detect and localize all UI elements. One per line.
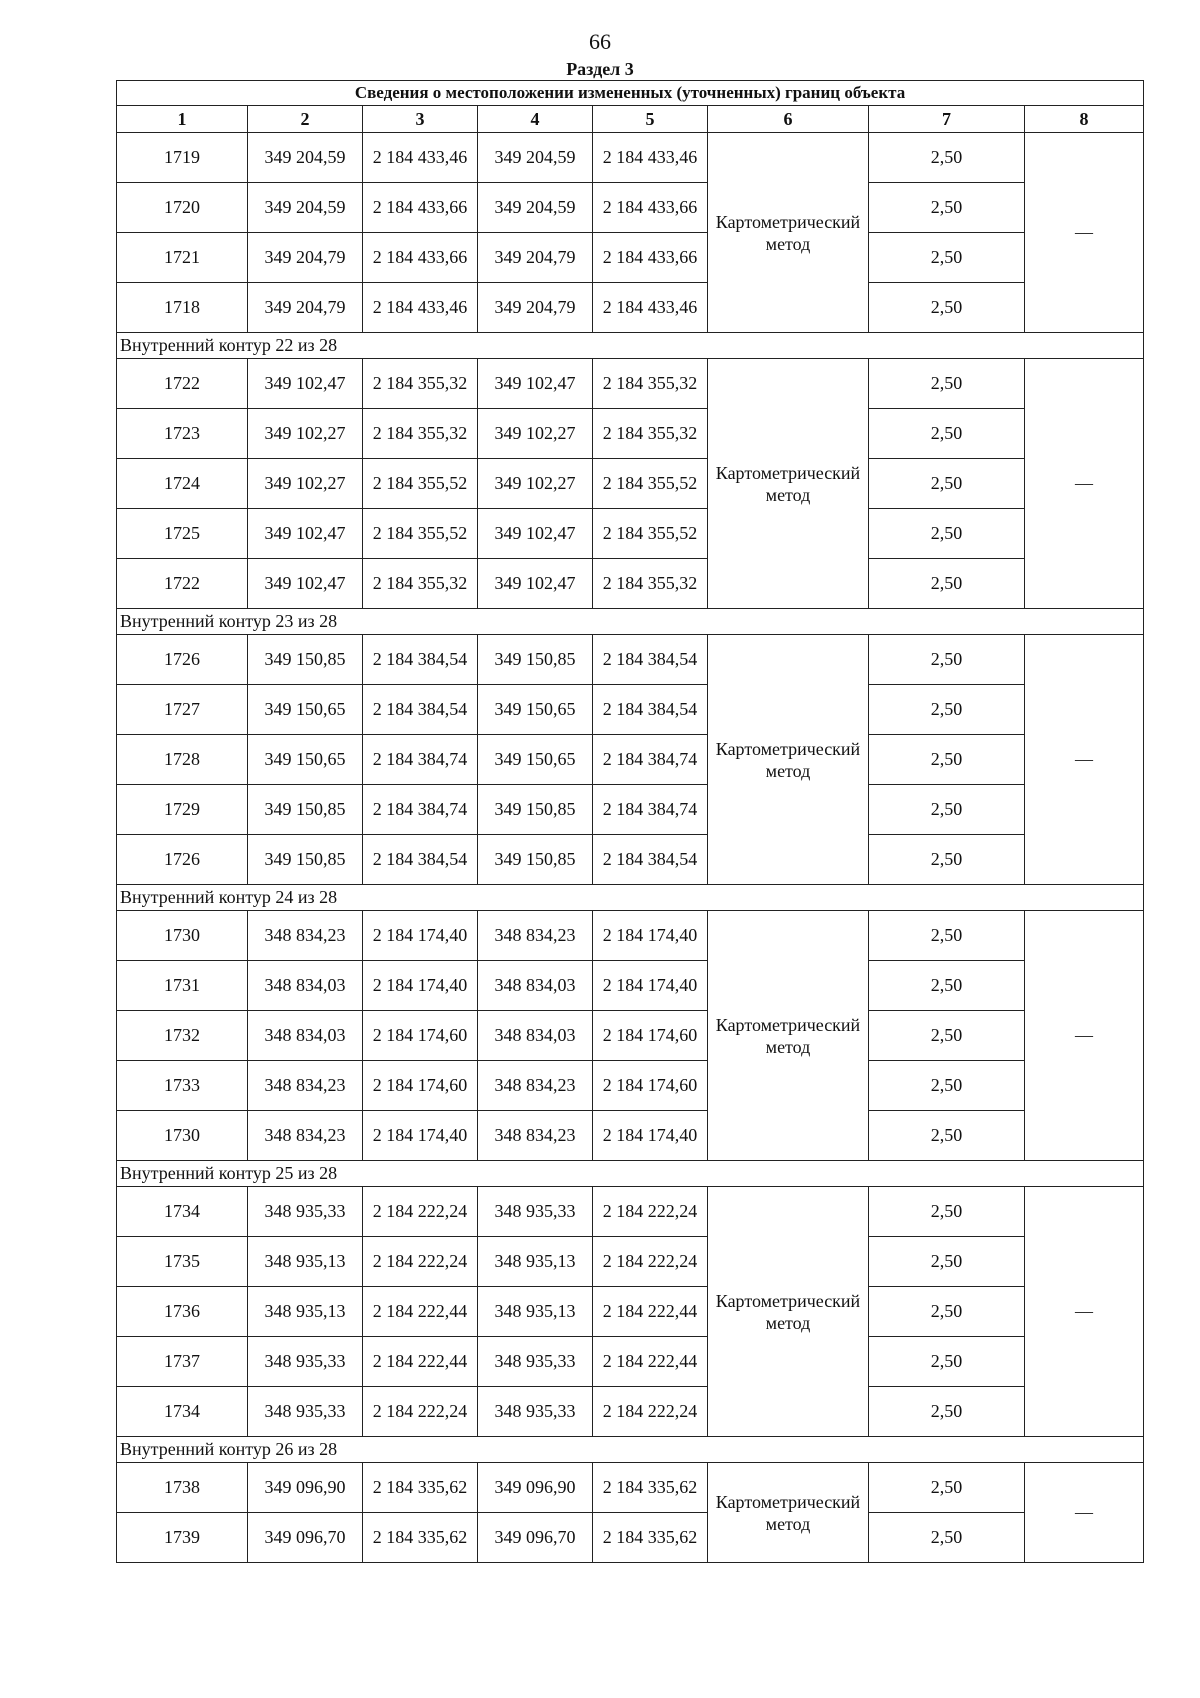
point-number-cell: 1720 (117, 183, 248, 233)
method-cell: Картометрический метод (708, 1187, 869, 1437)
point-number-cell: 1734 (117, 1187, 248, 1237)
x-new-cell: 349 102,47 (478, 509, 593, 559)
x-new-cell: 348 935,33 (478, 1187, 593, 1237)
accuracy-cell: 2,50 (869, 1061, 1025, 1111)
x-new-cell: 349 096,70 (478, 1513, 593, 1563)
table-row (117, 359, 1144, 409)
point-number-cell: 1721 (117, 233, 248, 283)
y-old-cell: 2 184 355,32 (363, 559, 478, 609)
y-old-cell: 2 184 355,52 (363, 509, 478, 559)
point-number-cell: 1722 (117, 359, 248, 409)
accuracy-cell: 2,50 (869, 183, 1025, 233)
accuracy-cell: 2,50 (869, 283, 1025, 333)
x-new-cell: 349 204,79 (478, 283, 593, 333)
point-number-cell: 1737 (117, 1337, 248, 1387)
contour-label: Внутренний контур 22 из 28 (117, 333, 1144, 359)
table-row (117, 1463, 1144, 1513)
point-number-cell: 1726 (117, 635, 248, 685)
x-new-cell: 349 150,65 (478, 735, 593, 785)
x-old-cell: 349 150,85 (248, 785, 363, 835)
table-row (117, 1187, 1144, 1237)
y-old-cell: 2 184 174,40 (363, 1111, 478, 1161)
table-row (117, 1337, 1144, 1387)
note-cell: — (1025, 1463, 1144, 1563)
y-old-cell: 2 184 222,44 (363, 1337, 478, 1387)
y-new-cell: 2 184 335,62 (593, 1513, 708, 1563)
point-number-cell: 1732 (117, 1011, 248, 1061)
page-number: 66 (589, 29, 611, 54)
y-old-cell: 2 184 222,44 (363, 1287, 478, 1337)
y-old-cell: 2 184 174,40 (363, 911, 478, 961)
x-old-cell: 348 834,03 (248, 1011, 363, 1061)
x-new-cell: 349 204,79 (478, 233, 593, 283)
point-number-cell: 1727 (117, 685, 248, 735)
x-old-cell: 349 204,79 (248, 233, 363, 283)
accuracy-cell: 2,50 (869, 735, 1025, 785)
table-row (117, 1011, 1144, 1061)
contour-label: Внутренний контур 26 из 28 (117, 1437, 1144, 1463)
y-new-cell: 2 184 384,54 (593, 835, 708, 885)
method-cell: Картометрический метод (708, 359, 869, 609)
x-new-cell: 348 834,23 (478, 911, 593, 961)
accuracy-cell: 2,50 (869, 1287, 1025, 1337)
y-old-cell: 2 184 384,54 (363, 685, 478, 735)
x-old-cell: 349 204,59 (248, 183, 363, 233)
note-cell: — (1025, 359, 1144, 609)
table-row (117, 911, 1144, 961)
x-old-cell: 348 935,33 (248, 1337, 363, 1387)
point-number-cell: 1729 (117, 785, 248, 835)
y-old-cell: 2 184 355,32 (363, 409, 478, 459)
y-new-cell: 2 184 355,32 (593, 359, 708, 409)
method-cell: Картометрический метод (708, 635, 869, 885)
note-cell: — (1025, 911, 1144, 1161)
table-row (117, 559, 1144, 609)
x-new-cell: 349 102,27 (478, 409, 593, 459)
table-row (117, 233, 1144, 283)
y-new-cell: 2 184 222,44 (593, 1287, 708, 1337)
y-old-cell: 2 184 384,54 (363, 835, 478, 885)
y-old-cell: 2 184 433,66 (363, 183, 478, 233)
note-cell: — (1025, 133, 1144, 333)
y-old-cell: 2 184 222,24 (363, 1387, 478, 1437)
x-new-cell: 349 150,85 (478, 785, 593, 835)
point-number-cell: 1735 (117, 1237, 248, 1287)
table-body (117, 81, 1144, 1563)
accuracy-cell: 2,50 (869, 233, 1025, 283)
column-number: 5 (593, 106, 708, 133)
x-new-cell: 349 102,27 (478, 459, 593, 509)
x-new-cell: 348 935,13 (478, 1287, 593, 1337)
x-old-cell: 349 102,27 (248, 459, 363, 509)
x-old-cell: 348 834,23 (248, 1111, 363, 1161)
y-new-cell: 2 184 355,52 (593, 459, 708, 509)
x-new-cell: 349 204,59 (478, 183, 593, 233)
accuracy-cell: 2,50 (869, 559, 1025, 609)
column-number: 1 (117, 106, 248, 133)
y-old-cell: 2 184 222,24 (363, 1187, 478, 1237)
table-row (117, 409, 1144, 459)
x-old-cell: 349 150,65 (248, 685, 363, 735)
x-new-cell: 348 834,23 (478, 1061, 593, 1111)
table-row (117, 1111, 1144, 1161)
method-cell: Картометрический метод (708, 133, 869, 333)
x-old-cell: 349 096,90 (248, 1463, 363, 1513)
table-row (117, 635, 1144, 685)
point-number-cell: 1738 (117, 1463, 248, 1513)
x-old-cell: 349 096,70 (248, 1513, 363, 1563)
x-new-cell: 349 150,85 (478, 835, 593, 885)
table-row (117, 835, 1144, 885)
contour-row (117, 885, 1144, 911)
y-new-cell: 2 184 384,54 (593, 685, 708, 735)
table-row (117, 1387, 1144, 1437)
table-row (117, 685, 1144, 735)
y-new-cell: 2 184 384,74 (593, 785, 708, 835)
x-old-cell: 348 834,23 (248, 1061, 363, 1111)
y-new-cell: 2 184 355,52 (593, 509, 708, 559)
y-old-cell: 2 184 335,62 (363, 1513, 478, 1563)
point-number-cell: 1718 (117, 283, 248, 333)
accuracy-cell: 2,50 (869, 1513, 1025, 1563)
accuracy-cell: 2,50 (869, 1011, 1025, 1061)
point-number-cell: 1739 (117, 1513, 248, 1563)
column-number-row (117, 106, 1144, 133)
accuracy-cell: 2,50 (869, 459, 1025, 509)
point-number-cell: 1734 (117, 1387, 248, 1437)
y-new-cell: 2 184 174,60 (593, 1061, 708, 1111)
y-new-cell: 2 184 174,40 (593, 911, 708, 961)
point-number-cell: 1730 (117, 1111, 248, 1161)
accuracy-cell: 2,50 (869, 1387, 1025, 1437)
point-number-cell: 1726 (117, 835, 248, 885)
x-old-cell: 349 102,47 (248, 559, 363, 609)
accuracy-cell: 2,50 (869, 1187, 1025, 1237)
y-new-cell: 2 184 355,32 (593, 559, 708, 609)
x-new-cell: 349 102,47 (478, 559, 593, 609)
table-row (117, 1237, 1144, 1287)
y-old-cell: 2 184 335,62 (363, 1463, 478, 1513)
y-old-cell: 2 184 222,24 (363, 1237, 478, 1287)
x-new-cell: 349 204,59 (478, 133, 593, 183)
y-old-cell: 2 184 384,74 (363, 735, 478, 785)
point-number-cell: 1724 (117, 459, 248, 509)
x-old-cell: 348 834,03 (248, 961, 363, 1011)
y-new-cell: 2 184 222,24 (593, 1387, 708, 1437)
table-row (117, 1287, 1144, 1337)
coordinates-table (116, 80, 1144, 1563)
accuracy-cell: 2,50 (869, 359, 1025, 409)
x-new-cell: 349 150,65 (478, 685, 593, 735)
x-new-cell: 348 935,13 (478, 1237, 593, 1287)
contour-row (117, 333, 1144, 359)
accuracy-cell: 2,50 (869, 785, 1025, 835)
x-old-cell: 348 935,13 (248, 1237, 363, 1287)
contour-label: Внутренний контур 23 из 28 (117, 609, 1144, 635)
x-new-cell: 348 834,23 (478, 1111, 593, 1161)
note-cell: — (1025, 635, 1144, 885)
y-old-cell: 2 184 174,60 (363, 1011, 478, 1061)
column-number: 2 (248, 106, 363, 133)
accuracy-cell: 2,50 (869, 133, 1025, 183)
accuracy-cell: 2,50 (869, 409, 1025, 459)
table-row (117, 785, 1144, 835)
accuracy-cell: 2,50 (869, 635, 1025, 685)
x-old-cell: 348 935,33 (248, 1387, 363, 1437)
y-new-cell: 2 184 335,62 (593, 1463, 708, 1513)
method-cell: Картометрический метод (708, 1463, 869, 1563)
y-new-cell: 2 184 433,46 (593, 133, 708, 183)
contour-row (117, 1161, 1144, 1187)
accuracy-cell: 2,50 (869, 911, 1025, 961)
x-old-cell: 348 834,23 (248, 911, 363, 961)
y-new-cell: 2 184 222,24 (593, 1187, 708, 1237)
accuracy-cell: 2,50 (869, 509, 1025, 559)
y-old-cell: 2 184 174,60 (363, 1061, 478, 1111)
table-row (117, 1513, 1144, 1563)
column-number: 8 (1025, 106, 1144, 133)
table-caption: Сведения о местоположении измененных (уточненных) границ объекта (117, 81, 1144, 106)
x-old-cell: 349 102,47 (248, 359, 363, 409)
y-new-cell: 2 184 222,44 (593, 1337, 708, 1387)
x-old-cell: 349 204,79 (248, 283, 363, 333)
point-number-cell: 1722 (117, 559, 248, 609)
table-row (117, 459, 1144, 509)
y-new-cell: 2 184 355,32 (593, 409, 708, 459)
x-new-cell: 348 834,03 (478, 1011, 593, 1061)
note-cell: — (1025, 1187, 1144, 1437)
x-new-cell: 349 102,47 (478, 359, 593, 409)
table-row (117, 1061, 1144, 1111)
y-old-cell: 2 184 433,46 (363, 133, 478, 183)
y-old-cell: 2 184 433,46 (363, 283, 478, 333)
x-new-cell: 348 935,33 (478, 1337, 593, 1387)
y-old-cell: 2 184 384,54 (363, 635, 478, 685)
contour-row (117, 609, 1144, 635)
y-new-cell: 2 184 174,60 (593, 1011, 708, 1061)
point-number-cell: 1728 (117, 735, 248, 785)
y-old-cell: 2 184 433,66 (363, 233, 478, 283)
point-number-cell: 1736 (117, 1287, 248, 1337)
section-title: Раздел 3 (566, 59, 634, 79)
y-old-cell: 2 184 174,40 (363, 961, 478, 1011)
contour-label: Внутренний контур 24 из 28 (117, 885, 1144, 911)
accuracy-cell: 2,50 (869, 685, 1025, 735)
y-old-cell: 2 184 355,52 (363, 459, 478, 509)
x-old-cell: 349 150,85 (248, 635, 363, 685)
x-old-cell: 349 204,59 (248, 133, 363, 183)
column-number: 6 (708, 106, 869, 133)
table-row (117, 283, 1144, 333)
column-number: 4 (478, 106, 593, 133)
x-old-cell: 348 935,13 (248, 1287, 363, 1337)
point-number-cell: 1723 (117, 409, 248, 459)
x-new-cell: 348 834,03 (478, 961, 593, 1011)
x-old-cell: 349 150,65 (248, 735, 363, 785)
point-number-cell: 1730 (117, 911, 248, 961)
y-new-cell: 2 184 174,40 (593, 961, 708, 1011)
table-caption-row (117, 81, 1144, 106)
x-new-cell: 349 150,85 (478, 635, 593, 685)
x-old-cell: 349 102,27 (248, 409, 363, 459)
y-new-cell: 2 184 433,46 (593, 283, 708, 333)
y-new-cell: 2 184 384,74 (593, 735, 708, 785)
y-new-cell: 2 184 174,40 (593, 1111, 708, 1161)
point-number-cell: 1731 (117, 961, 248, 1011)
y-new-cell: 2 184 222,24 (593, 1237, 708, 1287)
accuracy-cell: 2,50 (869, 1463, 1025, 1513)
y-new-cell: 2 184 433,66 (593, 233, 708, 283)
table-row (117, 961, 1144, 1011)
column-number: 3 (363, 106, 478, 133)
x-new-cell: 349 096,90 (478, 1463, 593, 1513)
table-row (117, 183, 1144, 233)
y-old-cell: 2 184 384,74 (363, 785, 478, 835)
accuracy-cell: 2,50 (869, 961, 1025, 1011)
y-new-cell: 2 184 433,66 (593, 183, 708, 233)
point-number-cell: 1719 (117, 133, 248, 183)
column-number: 7 (869, 106, 1025, 133)
contour-label: Внутренний контур 25 из 28 (117, 1161, 1144, 1187)
accuracy-cell: 2,50 (869, 835, 1025, 885)
accuracy-cell: 2,50 (869, 1337, 1025, 1387)
contour-row (117, 1437, 1144, 1463)
y-new-cell: 2 184 384,54 (593, 635, 708, 685)
accuracy-cell: 2,50 (869, 1111, 1025, 1161)
table-row (117, 509, 1144, 559)
x-old-cell: 349 150,85 (248, 835, 363, 885)
y-old-cell: 2 184 355,32 (363, 359, 478, 409)
point-number-cell: 1733 (117, 1061, 248, 1111)
method-cell: Картометрический метод (708, 911, 869, 1161)
table-row (117, 133, 1144, 183)
x-new-cell: 348 935,33 (478, 1387, 593, 1437)
table-row (117, 735, 1144, 785)
x-old-cell: 348 935,33 (248, 1187, 363, 1237)
point-number-cell: 1725 (117, 509, 248, 559)
accuracy-cell: 2,50 (869, 1237, 1025, 1287)
x-old-cell: 349 102,47 (248, 509, 363, 559)
